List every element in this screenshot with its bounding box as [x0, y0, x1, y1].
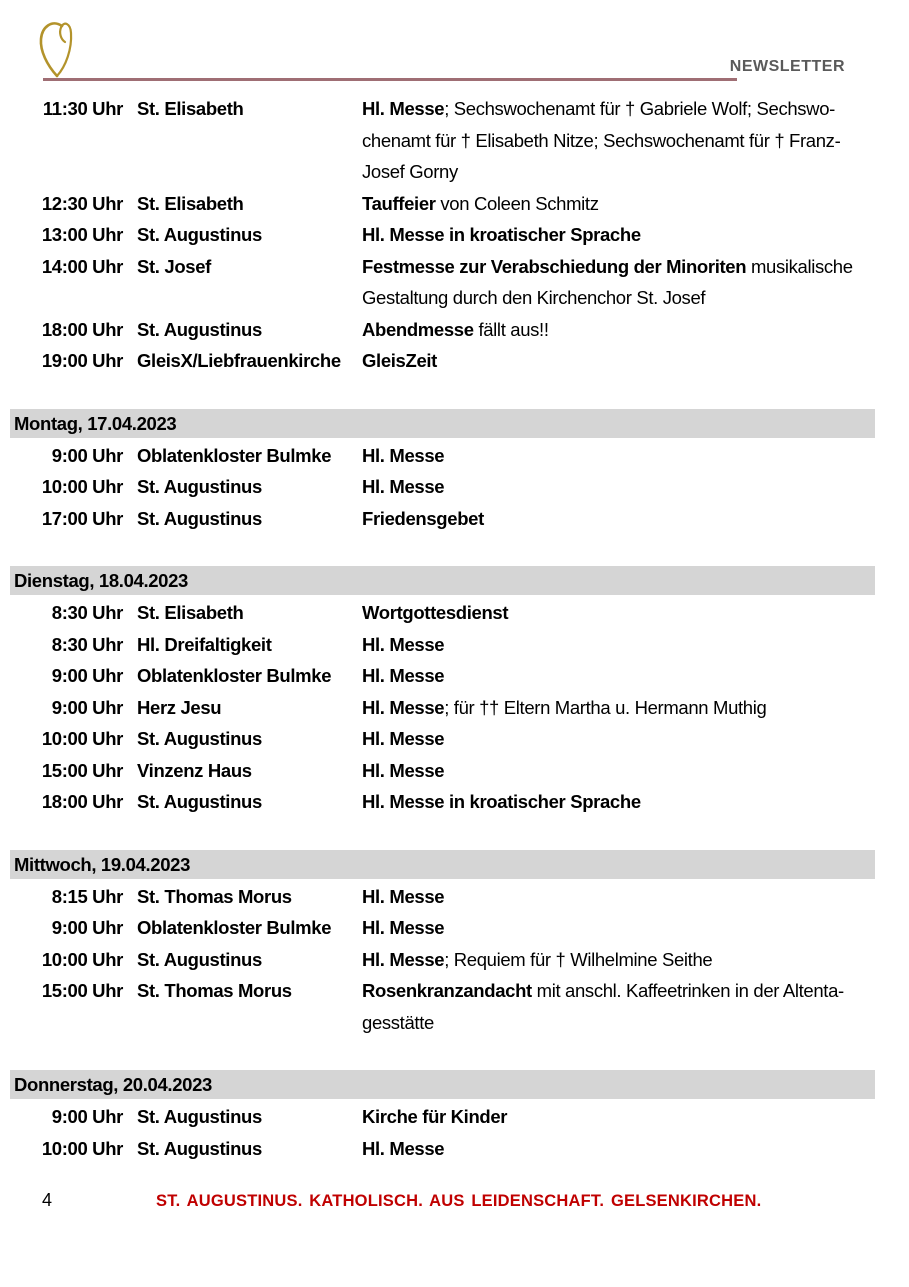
row-time: 15:00 Uhr [41, 980, 123, 1001]
description-bold: Hl. Messe in kroatischer Sprache [362, 224, 641, 245]
schedule-row [10, 975, 875, 1038]
row-description [362, 660, 875, 692]
description-bold: Rosenkranzandacht [362, 980, 532, 1001]
gold-heart-icon [38, 18, 84, 82]
description-bold: Hl. Messe [362, 759, 445, 781]
description-rest: mit anschl. Kaffeetrinken in der Altentagesstätte [362, 980, 845, 1033]
row-time: 18:00 Uhr [41, 791, 123, 812]
schedule-row [10, 786, 875, 818]
row-description [362, 944, 875, 976]
row-time: 8:30 Uhr [51, 633, 123, 655]
description-rest: ; für †† Eltern Martha u. Hermann Muthig [444, 696, 767, 718]
schedule-row [10, 345, 875, 377]
description-bold: Hl. Messe [362, 917, 445, 938]
header-divider-line [43, 78, 737, 81]
row-time: 17:00 Uhr [41, 507, 123, 529]
description-bold: Hl. Messe [362, 665, 445, 686]
description-bold: Festmesse zur Verabschiedung der Minoriten [362, 255, 747, 277]
row-time: 15:00 Uhr [41, 759, 123, 781]
row-time: 9:00 Uhr [51, 917, 123, 938]
description-bold: Hl. Messe [362, 696, 445, 718]
schedule-row [10, 1133, 875, 1165]
description-bold: Abendmesse [362, 318, 474, 340]
day-section-heading: Montag, 17.04.2023 [10, 409, 875, 438]
row-location: GleisX/Liebfrauenkirche [137, 350, 341, 371]
schedule-row [10, 93, 875, 188]
description-bold: Friedensgebet [362, 507, 484, 529]
schedule-row [10, 314, 875, 346]
row-location: St. Augustinus [137, 728, 262, 749]
description-bold: Hl. Messe [362, 948, 445, 970]
schedule-row [10, 660, 875, 692]
row-time: 10:00 Uhr [41, 1137, 123, 1159]
description-bold: Hl. Messe [362, 633, 445, 655]
row-description [362, 219, 875, 251]
description-rest: musikalische Gestaltung durch den Kirchenchor St. Josef [362, 255, 853, 308]
row-description [362, 881, 875, 913]
row-description [362, 1133, 875, 1165]
row-location: St. Thomas Morus [137, 885, 292, 907]
newsletter-label: NEWSLETTER [729, 58, 845, 75]
row-description [362, 314, 875, 346]
day-section-heading: Dienstag, 18.04.2023 [10, 566, 875, 595]
row-time: 9:00 Uhr [51, 444, 123, 466]
row-location: St. Augustinus [137, 1106, 262, 1127]
description-rest: ; Requiem für † Wilhelmine Seithe [444, 948, 713, 970]
row-description [362, 1101, 875, 1133]
row-description [362, 471, 875, 503]
description-rest: fällt aus!! [473, 318, 549, 340]
description-bold: Wortgottesdienst [362, 602, 509, 623]
row-time: 10:00 Uhr [41, 948, 123, 970]
schedule-row [10, 251, 875, 314]
schedule-row [10, 944, 875, 976]
row-description [362, 692, 875, 724]
row-time: 18:00 Uhr [41, 318, 123, 340]
row-time: 9:00 Uhr [51, 1106, 123, 1127]
schedule [10, 93, 875, 1164]
schedule-row [10, 440, 875, 472]
page-header [0, 0, 909, 93]
schedule-row [10, 755, 875, 787]
schedule-row [10, 188, 875, 220]
row-description [362, 786, 875, 818]
row-description [362, 503, 875, 535]
description-rest: von Coleen Schmitz [435, 192, 599, 214]
row-location: St. Thomas Morus [137, 980, 292, 1001]
description-bold: Hl. Messe [362, 728, 445, 749]
description-bold: Tauffeier [362, 192, 436, 214]
description-bold: Hl. Messe [362, 885, 445, 907]
row-description [362, 440, 875, 472]
description-bold: Hl. Messe [362, 1137, 445, 1159]
schedule-row [10, 629, 875, 661]
row-description [362, 251, 875, 314]
schedule-row [10, 692, 875, 724]
schedule-row [10, 881, 875, 913]
row-time: 9:00 Uhr [51, 665, 123, 686]
row-description [362, 188, 875, 220]
page-footer [42, 1190, 909, 1211]
footer-slogan: ST. AUGUSTINUS. KATHOLISCH. AUS LEIDENSCHAFT. GELSENKIRCHEN. [156, 1192, 762, 1210]
row-location: St. Josef [137, 255, 211, 277]
description-bold: Hl. Messe [362, 476, 445, 497]
row-description [362, 755, 875, 787]
description-bold: Hl. Messe in kroatischer Sprache [362, 791, 641, 812]
schedule-row [10, 912, 875, 944]
row-location: St. Elisabeth [137, 192, 244, 214]
row-location: St. Augustinus [137, 507, 262, 529]
row-location: Herz Jesu [137, 696, 222, 718]
row-time: 9:00 Uhr [51, 696, 123, 718]
row-time: 12:30 Uhr [41, 192, 123, 214]
row-time: 10:00 Uhr [41, 476, 123, 497]
schedule-row [10, 219, 875, 251]
row-location: St. Elisabeth [137, 602, 244, 623]
row-location: Oblatenkloster Bulmke [137, 444, 332, 466]
description-bold: GleisZeit [362, 350, 437, 371]
row-location: St. Augustinus [137, 948, 262, 970]
row-description [362, 345, 875, 377]
row-location: St. Augustinus [137, 791, 262, 812]
row-location: St. Elisabeth [137, 98, 244, 119]
row-location: St. Augustinus [137, 1137, 262, 1159]
row-description [362, 597, 875, 629]
row-time: 8:15 Uhr [51, 885, 123, 907]
description-rest: ; Sechswochenamt für † Gabriele Wolf; Sechswochenamt für † Elisabeth Nitze; Sechswochenamt für † Franz-Josef Gorny [362, 98, 841, 182]
schedule-row [10, 723, 875, 755]
row-time: 19:00 Uhr [41, 350, 123, 371]
row-location: St. Augustinus [137, 318, 262, 340]
description-bold: Kirche für Kinder [362, 1106, 508, 1127]
row-location: Hl. Dreifaltigkeit [137, 633, 272, 655]
row-description [362, 629, 875, 661]
schedule-row [10, 503, 875, 535]
row-location: Oblatenkloster Bulmke [137, 917, 332, 938]
schedule-row [10, 1101, 875, 1133]
row-location: Oblatenkloster Bulmke [137, 665, 332, 686]
row-description [362, 975, 875, 1038]
row-time: 8:30 Uhr [51, 602, 123, 623]
schedule-row [10, 471, 875, 503]
row-description [362, 93, 875, 188]
day-section-heading: Donnerstag, 20.04.2023 [10, 1070, 875, 1099]
row-time: 11:30 Uhr [42, 98, 123, 119]
row-time: 13:00 Uhr [41, 224, 123, 245]
row-description [362, 912, 875, 944]
row-location: St. Augustinus [137, 224, 262, 245]
row-description [362, 723, 875, 755]
day-section-heading: Mittwoch, 19.04.2023 [10, 850, 875, 879]
row-location: St. Augustinus [137, 476, 262, 497]
page-number: 4 [42, 1190, 53, 1210]
row-time: 14:00 Uhr [41, 255, 123, 277]
description-bold: Hl. Messe [362, 444, 445, 466]
description-bold: Hl. Messe [362, 98, 445, 119]
row-location: Vinzenz Haus [137, 759, 252, 781]
row-time: 10:00 Uhr [41, 728, 123, 749]
schedule-row [10, 597, 875, 629]
